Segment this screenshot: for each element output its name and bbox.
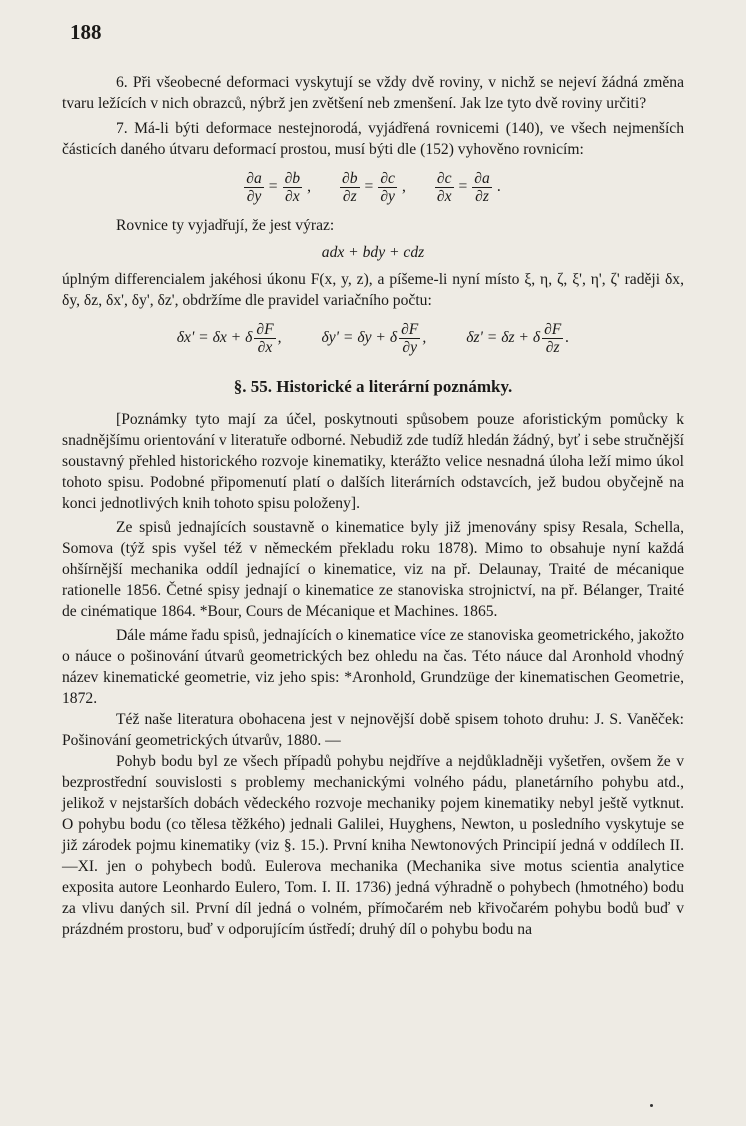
paragraph-ze-spisu: Ze spisů jednajících soustavně o kinematice byly již jmenovány spisy Resala, Schella, Somova (týž spis vyšel též v německém překladu roku 1878). Mimo to obsahuje nyní každá ohšírnější mechanika oddíl jednající o kinematice, viz na př. Delaunay, Traité de mécanique rationelle 1856. Četné spisy jednají o kinematice ze stanoviska strojnictví, na př. Bélanger, Traité de cinématique 1864. *Bour, Cours de Mécanique et Machines. 1865.: [62, 519, 684, 620]
page-body: [62, 72, 684, 940]
eq1-term-2: $\frac{\partial b}{\partial z}$ = $\frac{\partial c}{\partial y}$ ,: [342, 170, 406, 205]
paragraph-poznamky: [Poznámky tyto mají za účel, poskytnouti spůsobem pouze aforistickým pomůcky k snadnějšímu orientování v literatuře odborné. Nebudiž zde tudíž hledán žádný, byť i sebe stručnější soustavný přehled historického rozvoje kinematiky, kterážto velice nesnadná úloha leží mimo úkol tohoto spisu. Podobné připomenutí platí o dalších literárních odstavcích, jež budou obyčejně na konci jednotlivých knih tohoto spisu položeny].: [62, 411, 684, 512]
paragraph-6: 6. Při všeobecné deformaci vyskytují se vždy dvě roviny, v nichž se nejeví žádná změna tvaru ležících v nich obrazců, nýbrž jen zvětšení neb zmenšení. Jak lze tyto dvě roviny určiti?: [62, 74, 684, 112]
equation-variations: [62, 321, 684, 356]
eq2-term-1: δx' = δx + δ $\frac{\partial F}{\partial x}$ ,: [176, 321, 282, 356]
paragraph-pohyb: Pohyb bodu byl ze všech případů pohybu nejdříve a nejdůkladněji vyšetřen, ovšem že v bezprostřední souvislosti s problemy mechanickými volného pádu, planetárního pohybu atd., jelikož v nejstarších dobách vědeckého rozvoje mechaniky pojem kinematiky nebyl ještě vytknut. O pohybu bodu (co tělesa těžkého) jednali Galilei, Huyghens, Newton, u posledního vyskytuje se již zárodek pojmu kinematiky (viz §. 15.). První kniha Newtonových Principií jedná v oddílech II.—XI. jen o pohybech bodů. Eulerova mechanika (Mechanika sive motus scientia analytice exposita autore Leonhardo Eulero, Tom. I. II. 1736) jedná výhradně o pohybech (hmotného) bodu za vlivu daných sil. První díl jedná o volném, přímočarém neb křivočarém pohybu bodů buď v prázdném prostoru, buď v odporujícím ústředí; druhý díl o pohybu bodu na: [62, 753, 684, 938]
eq1-term-1: $\frac{\partial a}{\partial y}$ = $\frac{\partial b}{\partial x}$ ,: [246, 170, 311, 205]
paragraph-7: 7. Má-li býti deformace nestejnorodá, vyjádřená rovnicemi (140), ve všech nejmenších částicích daného útvaru deformací prostou, musí býti dle (152) vyhověno rovnicím:: [62, 120, 684, 158]
eq2-term-3: δz' = δz + δ $\frac{\partial F}{\partial z}$ .: [466, 321, 570, 356]
page-number: 188: [70, 20, 102, 44]
paragraph-dale: Dále máme řadu spisů, jednajících o kinematice více ze stanoviska geometrického, jakožto o náuce o pošinování útvarů geometrických bez ohledu na čas. Této náuce dal Aronhold vhodný název kinematické geometrie, viz jeho spis: *Aronhold, Grundzüge der kinematischen Geometrie, 1872.: [62, 627, 684, 707]
equation-compatibility: [62, 170, 684, 205]
eq1-term-3: $\frac{\partial c}{\partial x}$ = $\frac{\partial a}{\partial z}$ .: [436, 170, 501, 205]
paragraph-uplnym: úplným differencialem jakéhosi úkonu F(x, y, z), a píšeme-li nyní místo ξ, η, ζ, ξ', η', ζ' raději δx, δy, δz, δx', δy', δz', obdržíme dle pravidel variačního počtu:: [62, 271, 684, 309]
section-title: §. 55. Historické a literární poznámky.: [233, 377, 513, 396]
eq2-term-2: δy' = δy + δ $\frac{\partial F}{\partial y}$ ,: [321, 321, 427, 356]
expression-adx: adx + bdy + cdz: [321, 244, 425, 261]
paragraph-rovnice: Rovnice ty vyjadřují, že jest výraz:: [116, 217, 335, 234]
page-speck: [650, 1104, 653, 1107]
paragraph-tez: Též naše literatura obohacena jest v nejnovější době spisem tohoto druhu: J. S. Vaněček: Pošinování geometrických útvarův, 1880. —: [62, 711, 684, 749]
